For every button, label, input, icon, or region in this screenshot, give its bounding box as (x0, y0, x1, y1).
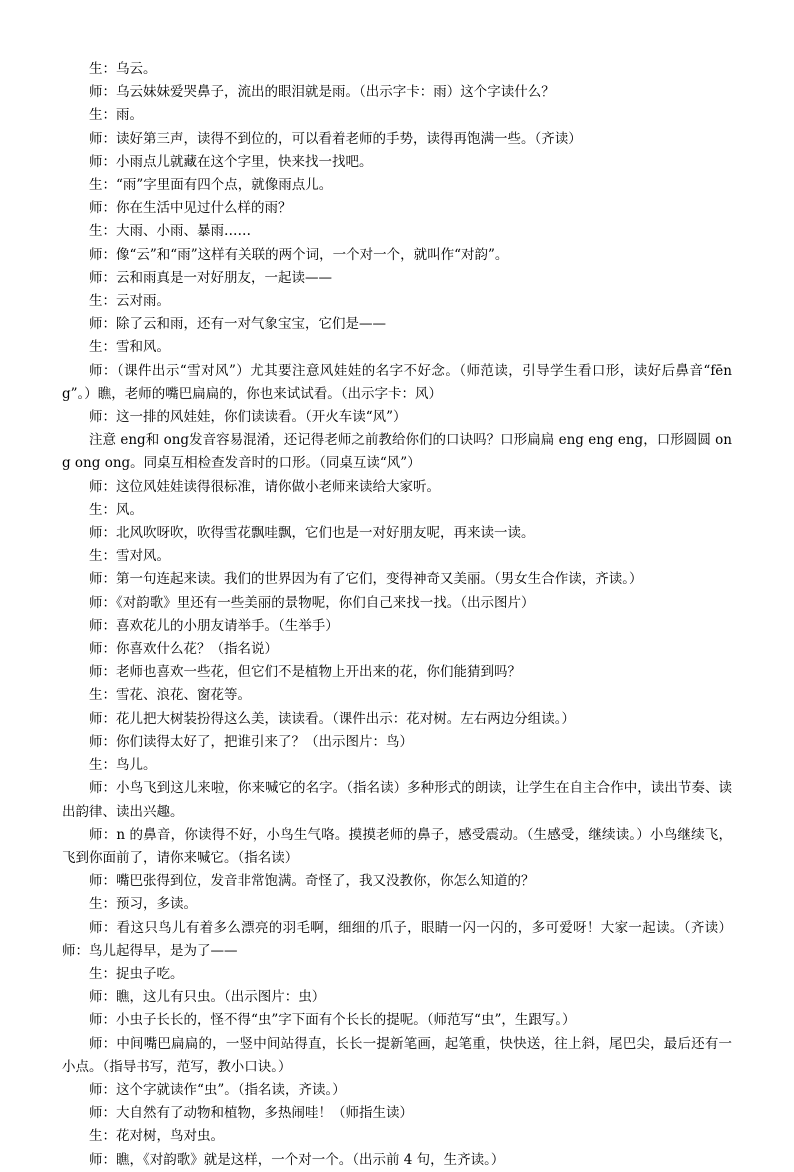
paragraph: 师：喜欢花儿的小朋友请举手。（生举手） (89, 617, 339, 634)
paragraph: 师：瞧，《对韵歌》就是这样，一个对一个。（出示前 4 句，生齐读。） (89, 1151, 505, 1168)
paragraph: 师：小虫子长长的，怪不得“虫”字下面有个长长的提呢。（师范写“虫”，生跟写。） (89, 1012, 576, 1029)
paragraph: 师：这位风娃娃读得很标准，请你做小老师来读给大家听。 (89, 478, 440, 495)
paragraph: 师：云和雨真是一对好朋友，一起读—— (89, 269, 332, 286)
paragraph: 师：n 的鼻音，你读得不好，小鸟生气咯。摸摸老师的鼻子，感受震动。（生感受，继续读。）小鸟继续飞，飞到你面前了，请你来喊它。（指名读） (62, 826, 732, 866)
paragraph: 生：雨。 (89, 107, 143, 124)
paragraph: 师：大自然有了动物和植物，多热闹哇！（师指生读） (89, 1105, 413, 1122)
paragraph: 生：乌云。 (89, 61, 157, 77)
paragraph: 师：《对韵歌》里还有一些美丽的景物呢，你们自己来找一找。（出示图片） (89, 594, 535, 611)
paragraph: 生：“雨”字里面有四个点，就像雨点儿。 (89, 177, 333, 194)
paragraph: 师：北风吹呀吹，吹得雪花飘哇飘，它们也是一对好朋友呢，再来读一读。 (89, 525, 535, 542)
paragraph: 生：捉虫子吃。 (89, 965, 184, 982)
paragraph: 师：除了云和雨，还有一对气象宝宝，它们是—— (89, 316, 386, 333)
paragraph: 生：雪花、浪花、窗花等。 (89, 687, 251, 704)
paragraph: 师：读好第三声，读得不到位的，可以看着老师的手势，读得再饱满一些。（齐读） (89, 130, 582, 147)
paragraph: 师：中间嘴巴扁扁的，一竖中间站得直，长长一提新笔画，起笔重，快快送，往上斜，尾巴尖，最后还有一小点。（指导书写，范写，教小口诀。） (62, 1035, 732, 1075)
paragraph: 师：这一排的风娃娃，你们读读看。（开火车读“风”） (89, 409, 407, 426)
paragraph: 师：小鸟飞到这儿来啦，你来喊它的名字。（指名读）多种形式的朗读，让学生在自主合作中，读出节奏、读出韵律、读出兴趣。 (62, 780, 732, 820)
document-page (62, 58, 732, 1172)
paragraph: 师：这个字就读作“虫”。（指名读，齐读。） (89, 1081, 346, 1098)
paragraph: 师：看这只鸟儿有着多么漂亮的羽毛啊，细细的爪子，眼睛一闪一闪的，多可爱呀！大家一起读。（齐读）师：鸟儿起得早，是为了—— (62, 919, 732, 959)
paragraph: 师：小雨点儿就藏在这个字里，快来找一找吧。 (89, 153, 373, 170)
paragraph: 师：第一句连起来读。我们的世界因为有了它们，变得神奇又美丽。（男女生合作读，齐读。） (89, 571, 643, 588)
paragraph: 生：风。 (89, 501, 143, 518)
paragraph: 师：瞧，这儿有只虫。（出示图片：虫） (89, 989, 326, 1006)
paragraph: 师：花儿把大树装扮得这么美，读读看。（课件出示：花对树。左右两边分组读。） (89, 710, 575, 727)
paragraph: 生：预习，多读。 (89, 896, 197, 913)
paragraph: 注意 eng和 ong发音容易混淆，还记得老师之前教给你们的口诀吗？口形扁扁 eng eng eng，口形圆圆 ong ong ong。同桌互相检查发音时的口形。（同桌互读“风”） (62, 432, 732, 472)
paragraph: 师：嘴巴张得到位，发音非常饱满。奇怪了，我又没教你，你怎么知道的？ (89, 873, 535, 890)
paragraph: 生：花对树，鸟对虫。 (89, 1128, 224, 1145)
paragraph: 师：你在生活中见过什么样的雨？ (89, 200, 292, 217)
paragraph: 生：雪和风。 (89, 339, 170, 356)
paragraph: 生：大雨、小雨、暴雨…… (89, 223, 251, 240)
paragraph: 师：老师也喜欢一些花，但它们不是植物上开出来的花，你们能猜到吗？ (89, 664, 521, 681)
paragraph: 生：鸟儿。 (89, 757, 157, 774)
paragraph: 生：雪对风。 (89, 548, 170, 565)
paragraph: 师：（课件出示“雪对风”）尤其要注意风娃娃的名字不好念。（师范读，引导学生看口形，读好后鼻音“fēng”。）瞧，老师的嘴巴扁扁的，你也来试试看。（出示字卡：风） (62, 362, 732, 402)
paragraph: 师：像“云”和“雨”这样有关联的两个词，一个对一个，就叫作“对韵”。 (89, 246, 509, 263)
paragraph: 生：云对雨。 (89, 293, 170, 310)
paragraph: 师：你喜欢什么花？（指名说） (89, 641, 278, 658)
paragraph: 师：你们读得太好了，把谁引来了？（出示图片：鸟） (89, 733, 413, 750)
paragraph: 师：乌云妹妹爱哭鼻子，流出的眼泪就是雨。（出示字卡：雨）这个字读什么？ (89, 84, 555, 101)
